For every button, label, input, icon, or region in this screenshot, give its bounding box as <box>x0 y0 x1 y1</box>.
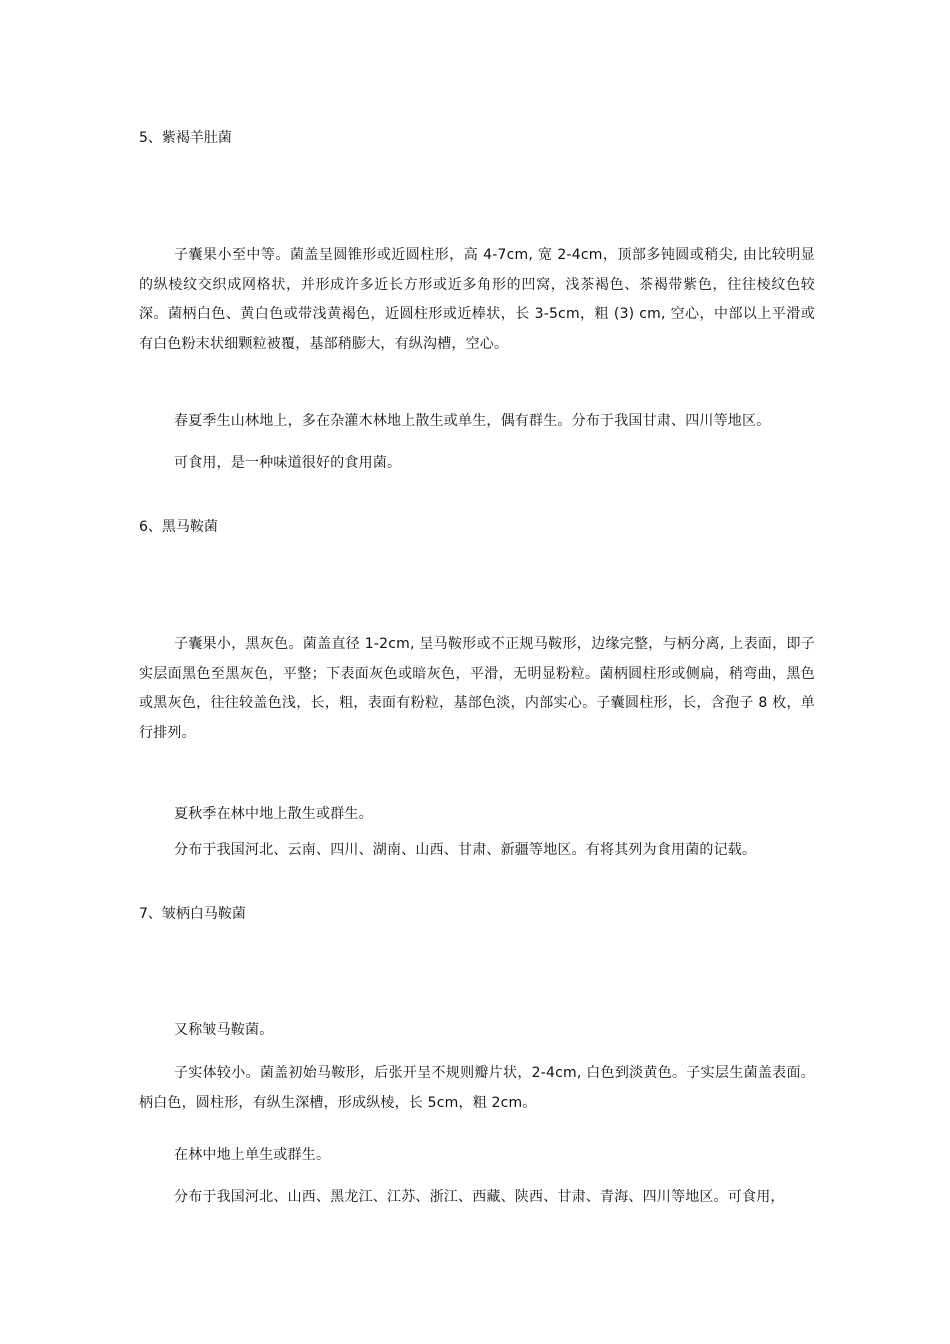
paragraph-habitat: 在林中地上单生或群生。 <box>174 1147 331 1163</box>
paragraph-alias: 又称皱马鞍菌。 <box>174 1022 274 1038</box>
paragraph-description: 子囊果小至中等。菌盖呈圆锥形或近圆柱形，高 4-7cm, 宽 2-4cm，顶部多钝圆或稍尖, 由比较明显的纵棱纹交织成网格状，并形成许多近长方形或近多角形的凹窝，浅茶褐色、茶褐带紫色，往往棱纹色较深。菌柄白色、黄白色或带浅黄褐色，近圆柱形或近棒状，长 3-5cm，粗 (3) cm, 空心，中部以上平滑或有白色粉末状细颗粒被覆，基部稍膨大，有纵沟槽，空心。 <box>139 247 815 352</box>
paragraph-distribution: 分布于我国河北、山西、黑龙江、江苏、浙江、西藏、陕西、甘肃、青海、四川等地区。可食用， <box>174 1189 785 1205</box>
section-heading-7: 7、皱柄白马鞍菌 <box>139 906 246 922</box>
paragraph-habitat: 夏秋季在林中地上散生或群生。 <box>174 806 373 822</box>
paragraph-description: 子实体较小。菌盖初始马鞍形，后张开呈不规则瓣片状，2-4cm, 白色到淡黄色。子实层生菌盖表面。柄白色，圆柱形，有纵生深槽，形成纵棱，长 5cm，粗 2cm。 <box>139 1065 815 1111</box>
paragraph-description: 子囊果小，黑灰色。菌盖直径 1-2cm, 呈马鞍形或不正规马鞍形，边缘完整，与柄分离, 上表面，即子实层面黑色至黑灰色，平整；下表面灰色或暗灰色，平滑，无明显粉粒。菌柄圆柱形或侧扁，稍弯曲，黑色或黑灰色，往往较盖色浅，长，粗，表面有粉粒，基部色淡，内部实心。子囊圆柱形，长，含孢子 8 枚，单行排列。 <box>139 636 815 741</box>
section-heading-6: 6、黑马鞍菌 <box>139 519 218 535</box>
paragraph-habitat: 春夏季生山林地上，多在杂灌木林地上散生或单生，偶有群生。分布于我国甘肃、四川等地区。 <box>174 413 771 429</box>
section-heading-5: 5、紫褐羊肚菌 <box>139 130 232 146</box>
paragraph-edibility: 可食用，是一种味道很好的食用菌。 <box>174 455 402 471</box>
paragraph-distribution: 分布于我国河北、云南、四川、湖南、山西、甘肃、新疆等地区。有将其列为食用菌的记载。 <box>174 842 757 858</box>
